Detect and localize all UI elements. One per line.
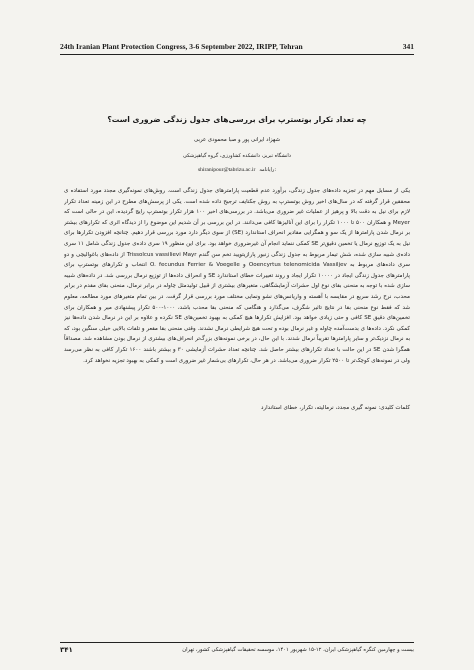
email-line bbox=[60, 167, 414, 173]
footer-page-number: ۳۴۱ bbox=[60, 646, 73, 654]
paper-title: چه تعداد تکرار بوتسترپ برای بررسی‌های جدول زندگی ضروری است؟ bbox=[107, 115, 367, 124]
page-header bbox=[60, 42, 414, 51]
abstract-text: یکی از مسایل مهم در تجزیه داده‌های جدول زندگی، برآورد عدم قطعیت پارامترهای جدول زندگی است. روش‌های نمونه‌گیری مجدد مورد استفاده ی محققین قرار گرفته که در سال‌های اخیر روش بوتسترپ به روش جکنایف ترجیح داده شده است. یکی از پرسش‌های مطرح در این زمینه تعداد تکرار لازم برای نیل به دقت بالا و پرهیز از عملیات غیر ضروری می‌باشد. در بررسی‌های اخیر ۱۰۰ هزار تکرار بوتسترپ رایج گردیده، این در حالی است که Meyer و همکاران ۵۰۰ تا ۱۰۰۰ تکرار را برای این آنالیزها کافی می‌دانند. در این بررسی بر آن شدیم این موضوع را از دیدگاه اثری که تکرارهای بیشتر بر نرمال شدن پارامترها از یک سو و همگرایی مقادیر انحراف استاندارد (SE) از سوی دیگر دارد مورد بررسی قرار دهیم. چنانچه افزودن تکرارها برای نیل به یک توزیع نرمال یا تخمین دقیق‌تر SE کمکی ننماید انجام آن غیرضروری خواهد بود. برای این منظور ۱۹ سری داده‌ی جدول زندگی شامل ۱۱ سری داده‌ی شبیه سازی شده، شش تیمار مربوط به جدول زندگی زنبور پارازیتویید تخم سن گندم Trissolcus vassilievi Mayr از داده‌های باغوالیچی و دو سری داده‌های مربوط به Ooencyrtus telenomicida Vassiljev و O. fecundus Ferrier & Voegelle انتخاب و تکرارهای بوتسترپ برای پارامترهای جدول زندگی ایجاد در ۱۰۰۰۰ تکرار ایجاد و روند تغییرات خطای استاندارد SE و انحراف داده‌ها از توزیع نرمال بررسی شد. در داده‌های شبیه سازی شده با توجه به منحنی بقای نوع اول حشرات آزمایشگاهی، متغیرهای بیشتری از قبیل تولیدمثل چاوله در برابر نرمال، منحنی بقای مقدم در برابر محدب، نرخ رشد سریع در مقایسه با آهسته و واریانس‌های نشو ونمایی مختلف مورد بررسی قرار گرفت. در بین تمام متغیرهای مورد مطالعه، معلوم شد که فقط نوع منحنی بقا در نتایج تاثیر شگرف، می‌گذارد و هنگامی که منحنی بقا محدب باشد، ۱۰۰۰-۵۰۰ تکرار پیشنهادی میر و همکاران برای تخمین‌های دقیق SE کافی و حتی زیادی خواهد بود. افزایش تکرارها هیچ کمکی به بهبود تخمین‌های SE نکرده و علاوه بر این در نرمال شدن داده‌ها نیز کمکی نکرد. داده‌ها ی بدست‌آمده چاوله و غیر نرمال بوده و تحت هیچ شرایطی نرمال نشدند. وقتی منحنی بقا مقعر و تلفات بالایی خیلی سنگین بود، که به نرمال نزدیک‌تر و سایر پارامترها تقریباً نرمال شدند. با این حال، در برخی نمونه‌های بزرگ‌تر انحراف‌های بیشتری از نرمال بودن مشاهده شد. مصداقاً همگرا شدن SE در این حالت با تعداد تکرارهای بیشتر حاصل شد. چنانچه تعداد حشرات آزمایشی ۳۰ و بیشتر باشند ۱۶۰۰ تکرار کافی به نظر می‌رسد ولی در نمونه‌های کوچک‌تر تا ۲۵۰۰ تکرار ضروری می‌باشد. در هر حال، تکرارهای بی‌شمار غیر ضروری است و کمکی به بهبود تجزیه نخواهد کرد. bbox=[64, 188, 410, 364]
email-label: رایانامه: bbox=[259, 167, 277, 173]
footer-text: بیست و چهارمین کنگره گیاهپزشکی ایران، ۱۲-۱۵ شهریور ۱۴۰۱، موسسه تحقیقات گیاهپزشکی کشور، تهران bbox=[182, 647, 414, 653]
header-page-number: 341 bbox=[402, 42, 414, 51]
authors: شهزاد ایرانی پور و صبا محمودی عربی bbox=[193, 137, 281, 143]
abstract bbox=[64, 186, 410, 398]
conference-header: 24th Iranian Plant Protection Congress, 3-6 September 2022, IRIPP, Tehran bbox=[60, 42, 303, 51]
page-footer bbox=[60, 646, 414, 654]
affiliation: دانشگاه تبریز، دانشکده کشاورزی، گروه گیاهپزشکی bbox=[183, 153, 291, 159]
email-address: shiranipour@tabrizu.ac.ir bbox=[197, 167, 256, 173]
footer-rule bbox=[60, 642, 414, 643]
header-rule bbox=[60, 54, 414, 55]
keywords: کلمات کلیدی: نمونه گیری مجدد، نرمالیته، تکرار، خطای استاندارد bbox=[260, 405, 410, 411]
